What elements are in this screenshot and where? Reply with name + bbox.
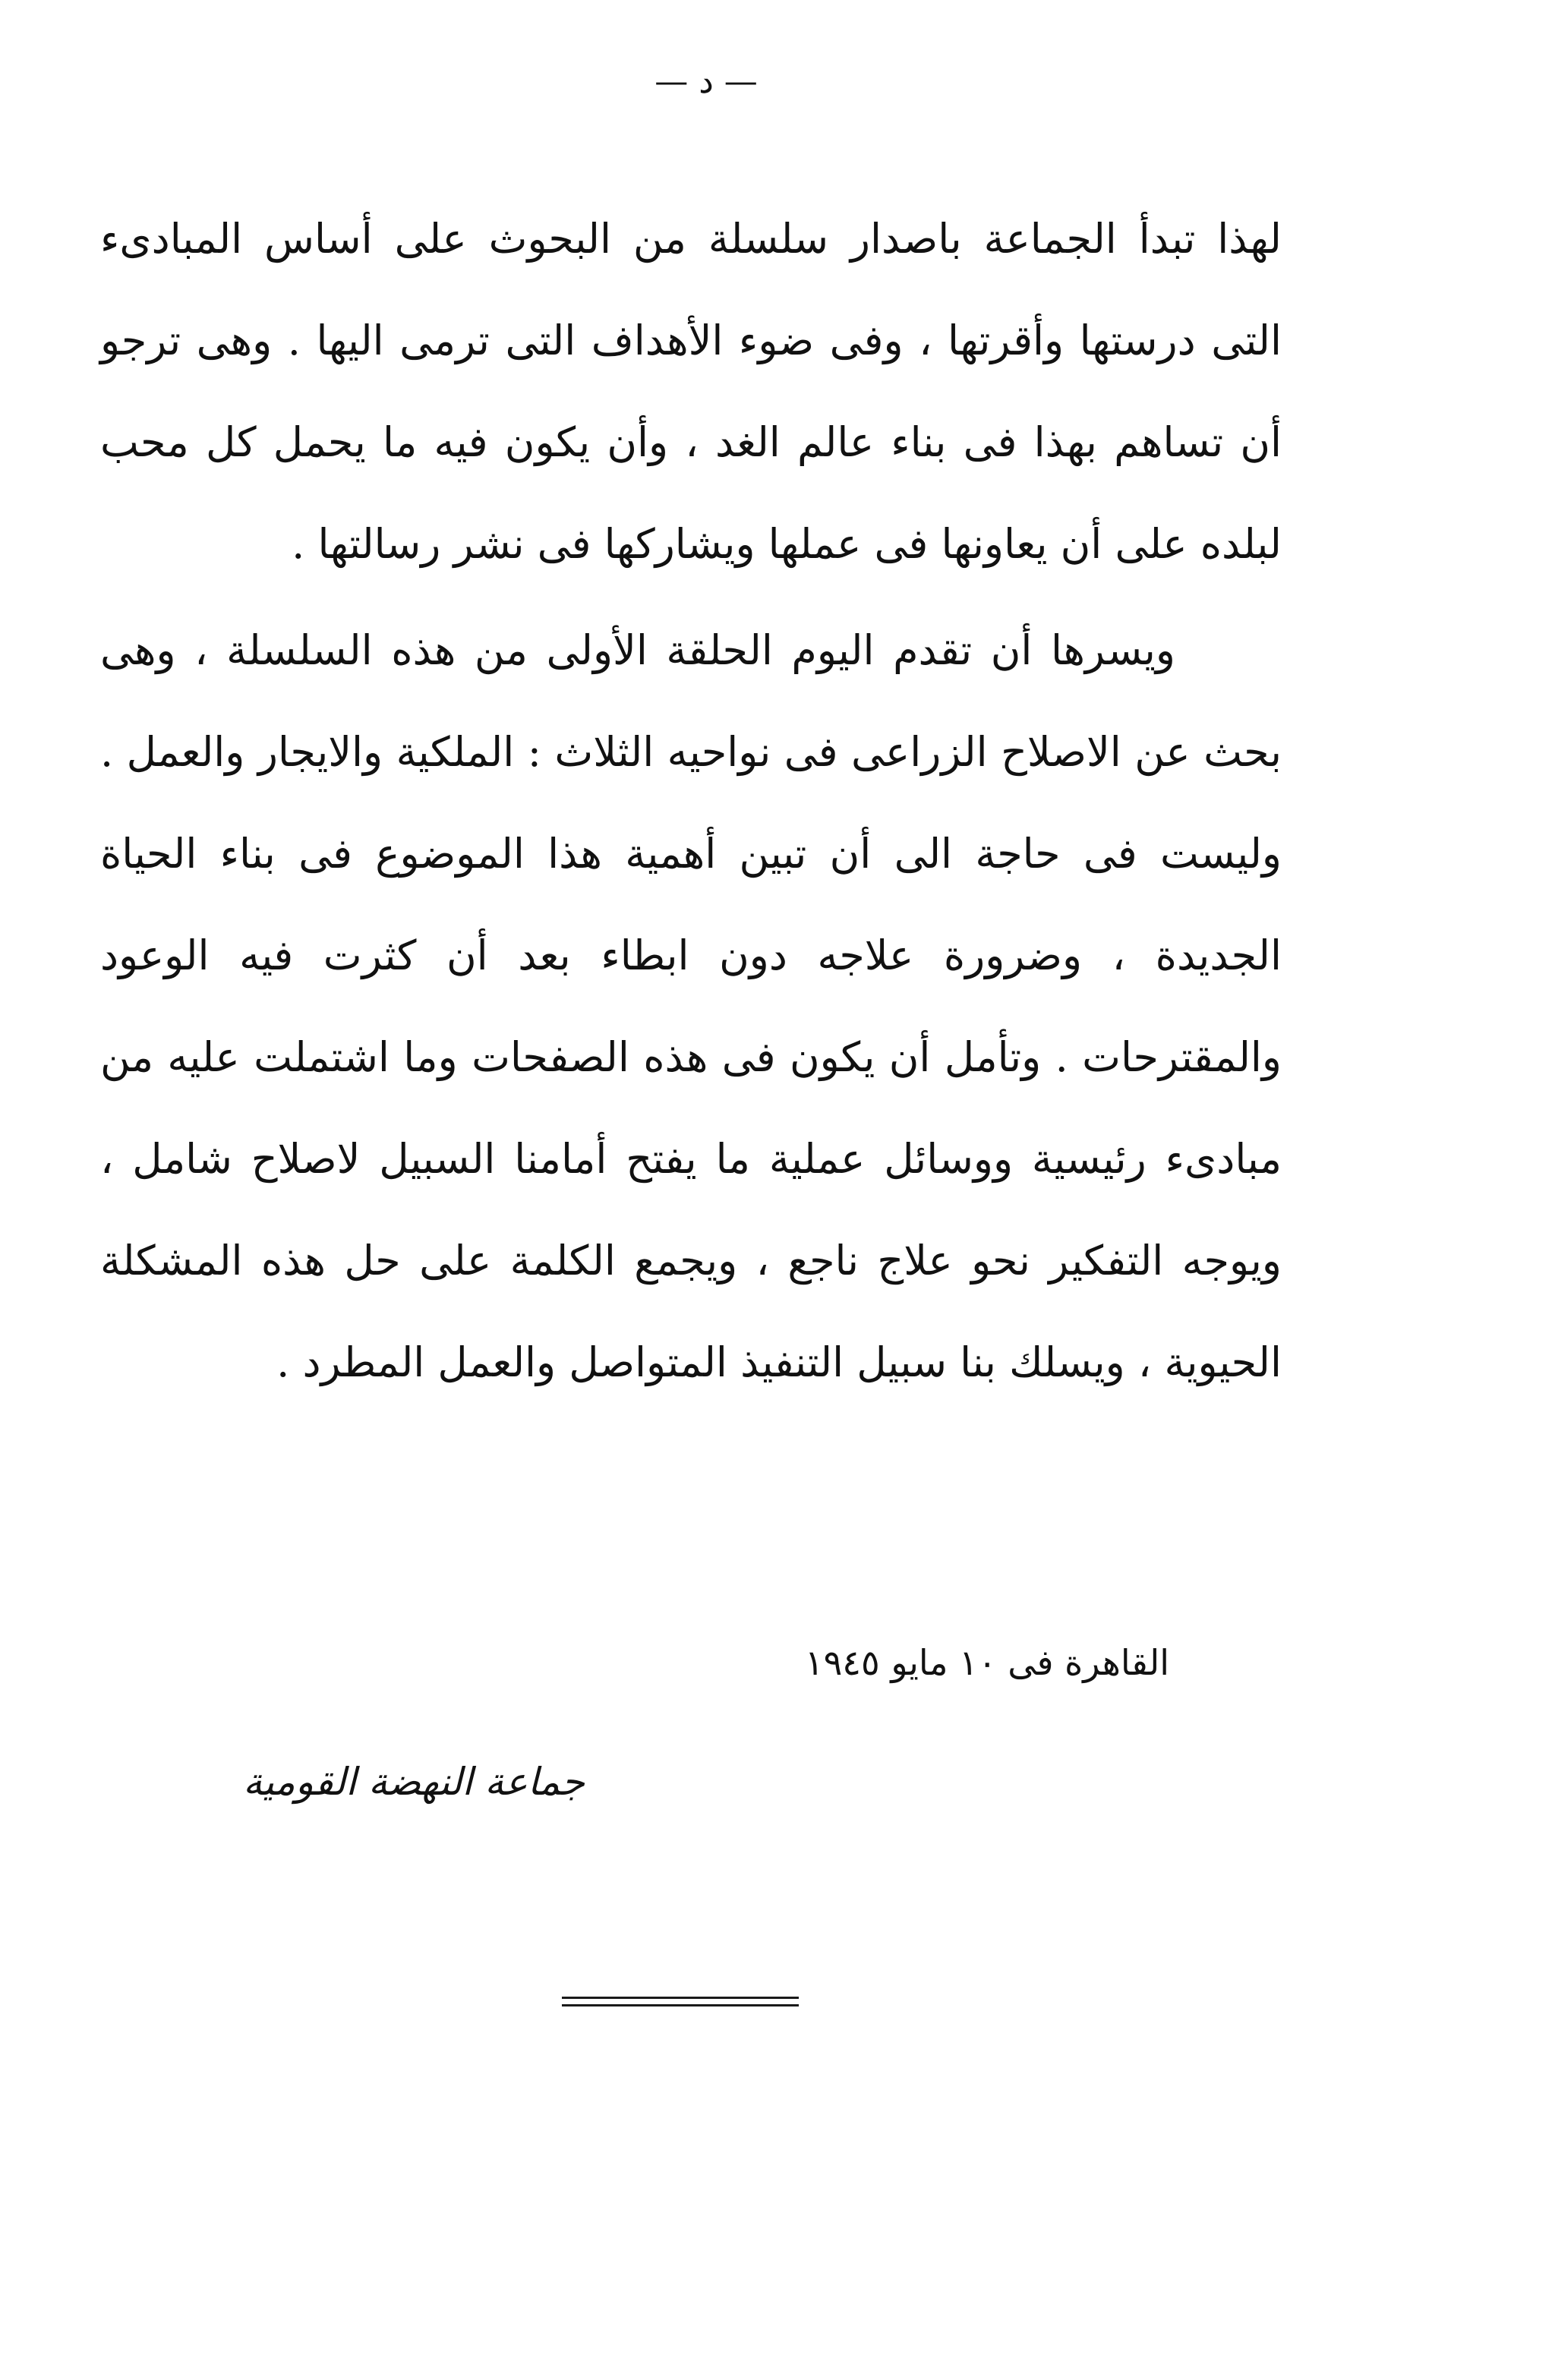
paragraph-2: ويسرها أن تقدم اليوم الحلقة الأولى من هذه السلسلة ، وهى بحث عن الاصلاح الزراعى فى نواحيه الثلاث : الملكية والايجار والعمل . وليست فى حاجة الى أن تبين أهمية هذا الموضوع فى بناء الحياة الجديدة ، وضرورة علاجه دون ابطاء بعد أن كثرت فيه الوعود والمقترحات . وتأمل أن يكون فى هذه الصفحات وما اشتملت عليه من مبادىء رئيسية ووسائل عملية ما يفتح أمامنا السبيل لاصلاح شامل ، ويوجه التفكير نحو علاج ناجع ، ويجمع الكلمة على حل هذه المشكلة الحيوية ، ويسلك بنا سبيل التنفيذ المتواصل والعمل المطرد . (100, 626, 1282, 1386)
page-number: — د — (654, 62, 758, 101)
paragraph-1: لهذا تبدأ الجماعة باصدار سلسلة من البحوث على أساس المبادىء التى درستها وأقرتها ، وفى ضوء الأهداف التى ترمى اليها . وهى ترجو أن تساهم بهذا فى بناء عالم الغد ، وأن يكون فيه ما يحمل كل محب لبلده على أن يعاونها فى عملها ويشاركها فى نشر رسالتها . (100, 215, 1282, 568)
end-rule-line-bottom (562, 2004, 799, 2006)
signature: جماعة النهضة القومية (243, 1760, 585, 1804)
end-rule-divider (562, 1997, 799, 2007)
body-text (100, 188, 1282, 1414)
dateline: القاهرة فى ١٠ مايو ١٩٤٥ (804, 1642, 1169, 1683)
end-rule-line-top (562, 1997, 799, 1999)
